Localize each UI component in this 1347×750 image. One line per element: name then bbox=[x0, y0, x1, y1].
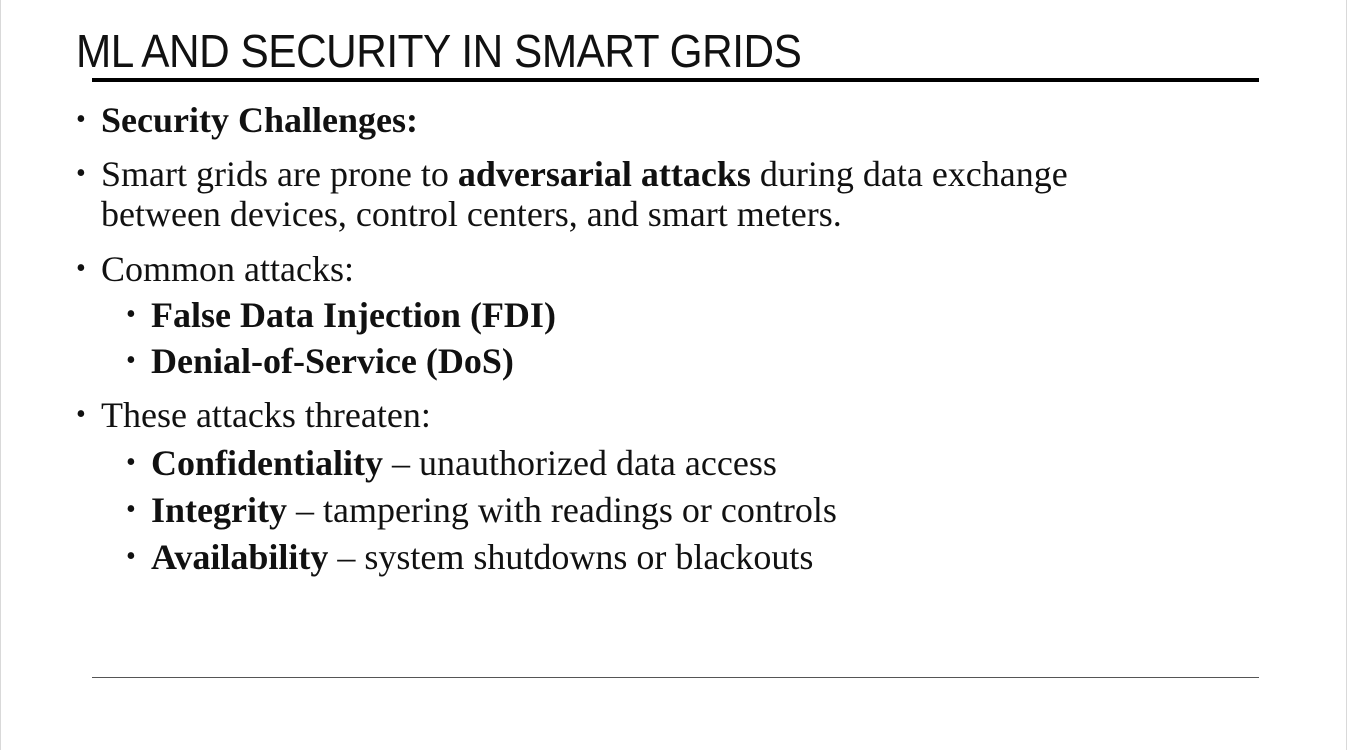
sub-bullet-text-bold: Availability bbox=[151, 537, 329, 577]
bullet-text: Smart grids are prone to bbox=[101, 154, 458, 194]
bullet-threats bbox=[76, 395, 1266, 435]
footer-divider bbox=[92, 677, 1259, 678]
sub-bullet-text-bold: False Data Injection (FDI) bbox=[151, 295, 556, 335]
bullet-text: Common attacks: bbox=[101, 249, 354, 289]
sub-bullet-text: – system shutdowns or blackouts bbox=[328, 537, 814, 577]
sub-bullet-integrity bbox=[76, 490, 1266, 530]
sub-bullet-text-bold: Integrity bbox=[151, 490, 287, 530]
bullet-text-bold: Security Challenges: bbox=[101, 100, 418, 140]
sub-bullet-dos bbox=[76, 341, 1266, 381]
bullet-security-challenges bbox=[76, 100, 1266, 140]
sub-bullet-confidentiality bbox=[76, 443, 1266, 483]
bullet-common-attacks bbox=[76, 249, 1266, 289]
bullet-text: during data exchange bbox=[750, 154, 1068, 194]
bullet-text-bold: adversarial attacks bbox=[457, 154, 751, 194]
bullet-adversarial-attacks bbox=[76, 154, 1266, 234]
sub-bullet-text-bold: Confidentiality bbox=[151, 443, 384, 483]
bullet-text-continuation: between devices, control centers, and smart meters. bbox=[101, 194, 842, 234]
title-underline bbox=[92, 78, 1259, 82]
sub-bullet-text-bold: Denial-of-Service (DoS) bbox=[151, 341, 514, 381]
sub-bullet-text: – tampering with readings or controls bbox=[286, 490, 837, 530]
slide-title: ML AND SECURITY IN SMART GRIDS bbox=[76, 25, 802, 77]
bullet-text: These attacks threaten: bbox=[101, 395, 431, 435]
slide-body bbox=[76, 100, 1266, 577]
sub-bullet-text: – unauthorized data access bbox=[383, 443, 777, 483]
sub-bullet-fdi bbox=[76, 295, 1266, 335]
sub-bullet-availability bbox=[76, 537, 1266, 577]
